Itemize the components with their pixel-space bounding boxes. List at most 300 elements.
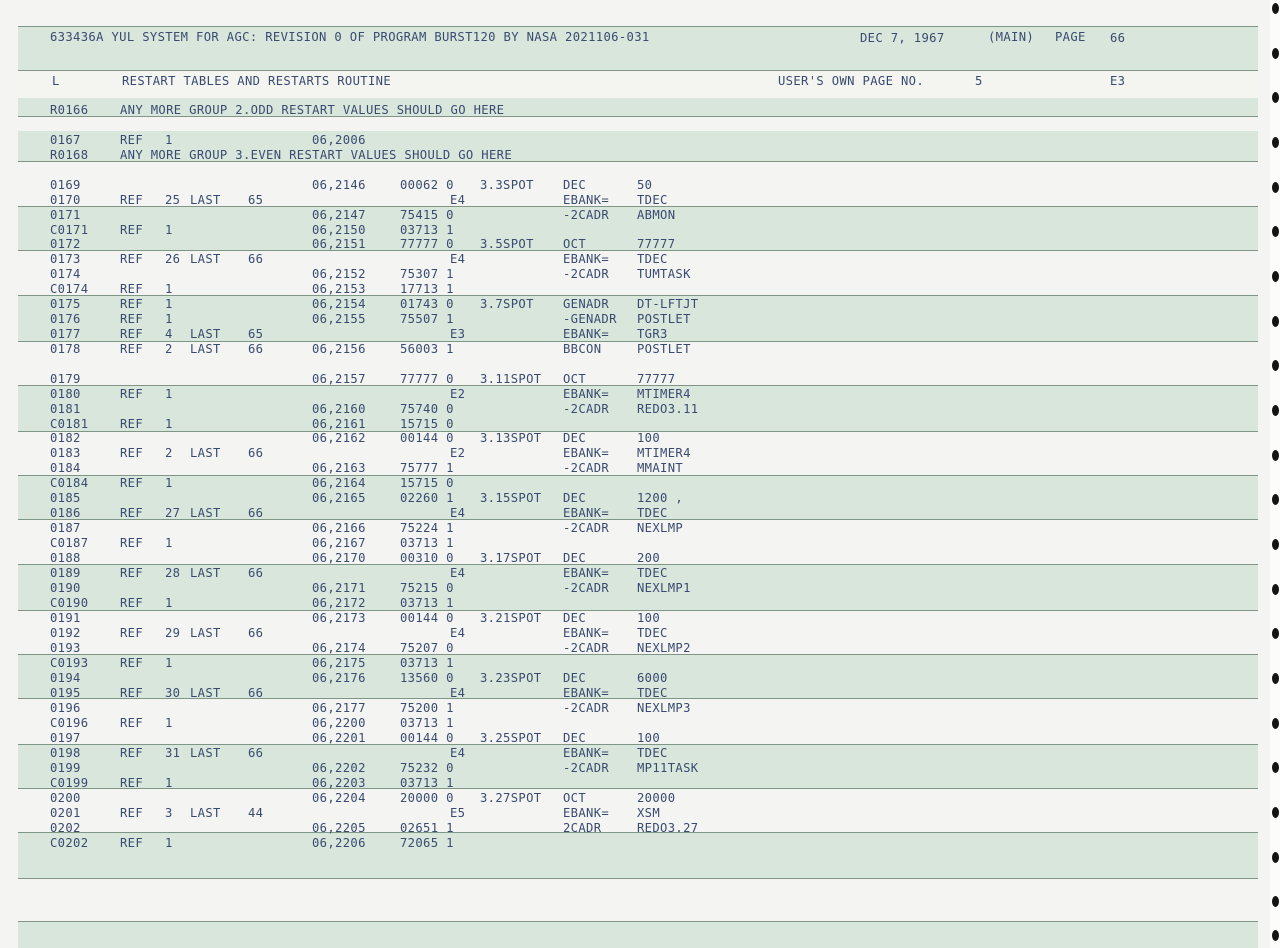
ref-count: 1 — [165, 776, 173, 790]
operand: TDEC — [637, 746, 668, 760]
listing-row — [0, 103, 1258, 118]
line-number: 0167 — [50, 133, 81, 147]
paper-rule — [18, 878, 1258, 879]
ref-count: 1 — [165, 417, 173, 431]
line-number: C0184 — [50, 476, 89, 490]
users-page-label: USER'S OWN PAGE NO. — [778, 74, 925, 88]
comment-text: ANY MORE GROUP 2.ODD RESTART VALUES SHOULD GO HERE — [120, 103, 505, 117]
feed-hole-icon — [1272, 137, 1279, 148]
ref-count: 26 — [165, 252, 181, 266]
ebank-code: E2 — [450, 446, 466, 460]
memory-address: 06,2206 — [312, 836, 366, 850]
line-number: 0179 — [50, 372, 81, 386]
listing-row — [0, 776, 1258, 791]
listing-row — [0, 656, 1258, 671]
last-page: 66 — [248, 446, 264, 460]
operand: NEXLMP1 — [637, 581, 691, 595]
line-number: 0172 — [50, 237, 81, 251]
opcode: OCT — [563, 237, 587, 251]
ref-count: 1 — [165, 312, 173, 326]
memory-address: 06,2146 — [312, 178, 366, 192]
listing-row — [0, 521, 1258, 536]
listing-row — [0, 626, 1258, 641]
listing-row — [0, 297, 1258, 312]
opcode: GENADR — [563, 297, 610, 311]
symbol-label: 3.17SPOT — [480, 551, 542, 565]
octal-word: 03713 1 — [400, 223, 454, 237]
line-number: 0196 — [50, 701, 81, 715]
octal-word: 00144 0 — [400, 731, 454, 745]
ref-count: 28 — [165, 566, 181, 580]
operand: MP11TASK — [637, 761, 699, 775]
ref-marker: REF — [120, 193, 144, 207]
memory-address: 06,2171 — [312, 581, 366, 595]
opcode: EBANK= — [563, 626, 610, 640]
opcode: DEC — [563, 551, 587, 565]
listing-row — [0, 237, 1258, 252]
line-number: 0173 — [50, 252, 81, 266]
memory-address: 06,2172 — [312, 596, 366, 610]
listing-row — [0, 417, 1258, 432]
octal-word: 75207 0 — [400, 641, 454, 655]
feed-hole-icon — [1272, 405, 1279, 416]
ebank-code: E4 — [450, 686, 466, 700]
ref-count: 2 — [165, 342, 173, 356]
feed-hole-icon — [1272, 316, 1279, 327]
feed-hole-icon — [1272, 494, 1279, 505]
ref-count: 1 — [165, 297, 173, 311]
opcode: DEC — [563, 731, 587, 745]
operand: TDEC — [637, 686, 668, 700]
line-number: 0202 — [50, 821, 81, 835]
operand: TDEC — [637, 566, 668, 580]
listing-row — [0, 746, 1258, 761]
operand: NEXLMP2 — [637, 641, 691, 655]
ref-marker: REF — [120, 417, 144, 431]
ref-marker: REF — [120, 836, 144, 850]
memory-address: 06,2152 — [312, 267, 366, 281]
routine-title: RESTART TABLES AND RESTARTS ROUTINE — [122, 74, 392, 88]
opcode: -2CADR — [563, 267, 610, 281]
tractor-feed-strip — [1270, 0, 1280, 948]
ebank-code: E2 — [450, 387, 466, 401]
operand: TUMTASK — [637, 267, 691, 281]
octal-word: 75200 1 — [400, 701, 454, 715]
octal-word: 03713 1 — [400, 596, 454, 610]
line-number: C0171 — [50, 223, 89, 237]
octal-word: 77777 0 — [400, 372, 454, 386]
octal-word: 03713 1 — [400, 776, 454, 790]
feed-hole-icon — [1272, 450, 1279, 461]
octal-word: 15715 0 — [400, 476, 454, 490]
octal-word: 77777 0 — [400, 237, 454, 251]
opcode: -2CADR — [563, 521, 610, 535]
memory-address: 06,2151 — [312, 237, 366, 251]
operand: MTIMER4 — [637, 387, 691, 401]
memory-address: 06,2160 — [312, 402, 366, 416]
ref-count: 1 — [165, 387, 173, 401]
octal-word: 75224 1 — [400, 521, 454, 535]
line-number: 0193 — [50, 641, 81, 655]
memory-address: 06,2175 — [312, 656, 366, 670]
ebank-code: E5 — [450, 806, 466, 820]
octal-word: 00310 0 — [400, 551, 454, 565]
operand: DT-LFTJT — [637, 297, 699, 311]
symbol-label: 3.7SPOT — [480, 297, 534, 311]
octal-word: 00144 0 — [400, 431, 454, 445]
line-number: C0187 — [50, 536, 89, 550]
ref-marker: REF — [120, 297, 144, 311]
feed-hole-icon — [1272, 48, 1279, 59]
operand: TDEC — [637, 506, 668, 520]
listing-row — [0, 701, 1258, 716]
ebank-code: E4 — [450, 626, 466, 640]
listing-row — [0, 551, 1258, 566]
line-number: 0185 — [50, 491, 81, 505]
last-label: LAST — [190, 327, 221, 341]
ref-marker: REF — [120, 252, 144, 266]
operand: 50 — [637, 178, 653, 192]
bank-code: E3 — [1110, 74, 1126, 88]
operand: 100 — [637, 731, 661, 745]
page-label: PAGE — [1055, 30, 1086, 44]
octal-word: 75507 1 — [400, 312, 454, 326]
line-number: 0192 — [50, 626, 81, 640]
ref-marker: REF — [120, 806, 144, 820]
feed-hole-icon — [1272, 930, 1279, 941]
octal-word: 75415 0 — [400, 208, 454, 222]
last-label: LAST — [190, 686, 221, 700]
ebank-code: E4 — [450, 252, 466, 266]
octal-word: 02651 1 — [400, 821, 454, 835]
operand: TGR3 — [637, 327, 668, 341]
opcode: EBANK= — [563, 806, 610, 820]
last-label: LAST — [190, 342, 221, 356]
line-number: 0198 — [50, 746, 81, 760]
memory-address: 06,2174 — [312, 641, 366, 655]
line-number: 0199 — [50, 761, 81, 775]
symbol-label: 3.25SPOT — [480, 731, 542, 745]
listing-row — [0, 806, 1258, 821]
line-number: 0197 — [50, 731, 81, 745]
opcode: EBANK= — [563, 327, 610, 341]
octal-word: 72065 1 — [400, 836, 454, 850]
line-number: 0169 — [50, 178, 81, 192]
last-page: 66 — [248, 746, 264, 760]
operand: TDEC — [637, 193, 668, 207]
last-page: 66 — [248, 506, 264, 520]
feed-hole-icon — [1272, 3, 1279, 14]
last-label: LAST — [190, 746, 221, 760]
feed-hole-icon — [1272, 92, 1279, 103]
operand: 1200 , — [637, 491, 684, 505]
ref-marker: REF — [120, 626, 144, 640]
ref-count: 3 — [165, 806, 173, 820]
memory-address: 06,2170 — [312, 551, 366, 565]
ref-count: 31 — [165, 746, 181, 760]
line-number: 0186 — [50, 506, 81, 520]
listing-row — [0, 387, 1258, 402]
ref-marker: REF — [120, 656, 144, 670]
ebank-code: E3 — [450, 327, 466, 341]
line-number: R0168 — [50, 148, 89, 162]
octal-word: 20000 0 — [400, 791, 454, 805]
last-page: 66 — [248, 686, 264, 700]
line-number: C0199 — [50, 776, 89, 790]
line-number: C0202 — [50, 836, 89, 850]
opcode: -2CADR — [563, 701, 610, 715]
operand: TDEC — [637, 252, 668, 266]
ref-count: 2 — [165, 446, 173, 460]
listing-row — [0, 506, 1258, 521]
memory-address: 06,2156 — [312, 342, 366, 356]
opcode: DEC — [563, 178, 587, 192]
octal-word: 02260 1 — [400, 491, 454, 505]
memory-address: 06,2167 — [312, 536, 366, 550]
opcode: EBANK= — [563, 446, 610, 460]
line-number: 0180 — [50, 387, 81, 401]
feed-hole-icon — [1272, 584, 1279, 595]
line-number: 0176 — [50, 312, 81, 326]
listing-row — [0, 267, 1258, 282]
ref-count: 1 — [165, 282, 173, 296]
symbol-label: 3.5SPOT — [480, 237, 534, 251]
ebank-code: E4 — [450, 566, 466, 580]
listing-row — [0, 402, 1258, 417]
octal-word: 75232 0 — [400, 761, 454, 775]
octal-word: 15715 0 — [400, 417, 454, 431]
ref-marker: REF — [120, 223, 144, 237]
ref-count: 29 — [165, 626, 181, 640]
log-marker: L — [52, 74, 60, 88]
ref-marker: REF — [120, 596, 144, 610]
memory-address: 06,2204 — [312, 791, 366, 805]
listing-row — [0, 327, 1258, 342]
listing-date: DEC 7, 1967 — [860, 31, 945, 45]
feed-hole-icon — [1272, 718, 1279, 729]
listing-row — [0, 208, 1258, 223]
opcode: -2CADR — [563, 402, 610, 416]
ref-marker: REF — [120, 776, 144, 790]
line-number: 0188 — [50, 551, 81, 565]
ref-count: 1 — [165, 656, 173, 670]
opcode: EBANK= — [563, 252, 610, 266]
memory-address: 06,2150 — [312, 223, 366, 237]
line-number: C0193 — [50, 656, 89, 670]
opcode: EBANK= — [563, 566, 610, 580]
line-number: 0201 — [50, 806, 81, 820]
ebank-code: E4 — [450, 506, 466, 520]
paper-rule — [18, 26, 1258, 27]
feed-hole-icon — [1272, 628, 1279, 639]
users-page-number: 5 — [975, 74, 983, 88]
line-number: 0170 — [50, 193, 81, 207]
listing-row — [0, 686, 1258, 701]
listing-row — [0, 461, 1258, 476]
operand: POSTLET — [637, 342, 691, 356]
feed-hole-icon — [1272, 539, 1279, 550]
operand: 20000 — [637, 791, 676, 805]
listing-row — [0, 566, 1258, 581]
last-label: LAST — [190, 506, 221, 520]
memory-address: 06,2165 — [312, 491, 366, 505]
ref-marker: REF — [120, 746, 144, 760]
last-label: LAST — [190, 806, 221, 820]
listing-row — [0, 596, 1258, 611]
opcode: DEC — [563, 431, 587, 445]
opcode: EBANK= — [563, 746, 610, 760]
octal-word: 03713 1 — [400, 536, 454, 550]
opcode: DEC — [563, 671, 587, 685]
line-number: 0181 — [50, 402, 81, 416]
opcode: -2CADR — [563, 581, 610, 595]
operand: POSTLET — [637, 312, 691, 326]
ref-count: 4 — [165, 327, 173, 341]
ref-marker: REF — [120, 133, 144, 147]
listing-row — [0, 731, 1258, 746]
opcode: -2CADR — [563, 208, 610, 222]
ebank-code: E4 — [450, 746, 466, 760]
line-number: 0175 — [50, 297, 81, 311]
opcode: BBCON — [563, 342, 602, 356]
feed-hole-icon — [1272, 807, 1279, 818]
memory-address: 06,2166 — [312, 521, 366, 535]
symbol-label: 3.15SPOT — [480, 491, 542, 505]
line-number: 0189 — [50, 566, 81, 580]
last-label: LAST — [190, 566, 221, 580]
opcode: -GENADR — [563, 312, 617, 326]
feed-hole-icon — [1272, 852, 1279, 863]
last-page: 65 — [248, 193, 264, 207]
line-number: 0190 — [50, 581, 81, 595]
listing-section: (MAIN) — [988, 30, 1035, 44]
operand: 200 — [637, 551, 661, 565]
listing-row — [0, 223, 1258, 238]
paper-rule — [18, 921, 1258, 922]
opcode: EBANK= — [563, 686, 610, 700]
memory-address: 06,2205 — [312, 821, 366, 835]
memory-address: 06,2153 — [312, 282, 366, 296]
listing-row — [0, 536, 1258, 551]
ref-count: 1 — [165, 716, 173, 730]
ref-marker: REF — [120, 686, 144, 700]
operand: 100 — [637, 611, 661, 625]
opcode: 2CADR — [563, 821, 602, 835]
paper-band — [18, 921, 1258, 948]
line-number: 0191 — [50, 611, 81, 625]
listing-row — [0, 836, 1258, 851]
ref-marker: REF — [120, 446, 144, 460]
listing-row — [0, 148, 1258, 163]
operand: 100 — [637, 431, 661, 445]
ref-count: 1 — [165, 596, 173, 610]
ref-marker: REF — [120, 387, 144, 401]
line-number: 0171 — [50, 208, 81, 222]
octal-word: 13560 0 — [400, 671, 454, 685]
listing-row — [0, 282, 1258, 297]
feed-hole-icon — [1272, 226, 1279, 237]
symbol-label: 3.21SPOT — [480, 611, 542, 625]
symbol-label: 3.27SPOT — [480, 791, 542, 805]
listing-row — [0, 761, 1258, 776]
operand: MTIMER4 — [637, 446, 691, 460]
listing-row — [0, 476, 1258, 491]
last-page: 66 — [248, 566, 264, 580]
listing-row — [0, 312, 1258, 327]
line-number: 0184 — [50, 461, 81, 475]
listing-row — [0, 252, 1258, 267]
symbol-label: 3.3SPOT — [480, 178, 534, 192]
opcode: EBANK= — [563, 506, 610, 520]
line-number: 0178 — [50, 342, 81, 356]
opcode: -2CADR — [563, 761, 610, 775]
line-number: 0183 — [50, 446, 81, 460]
last-label: LAST — [190, 252, 221, 266]
ref-marker: REF — [120, 342, 144, 356]
page-number: 66 — [1110, 31, 1126, 45]
memory-address: 06,2200 — [312, 716, 366, 730]
feed-hole-icon — [1272, 182, 1279, 193]
operand: ABMON — [637, 208, 676, 222]
ref-marker: REF — [120, 566, 144, 580]
memory-address: 06,2203 — [312, 776, 366, 790]
opcode: OCT — [563, 372, 587, 386]
symbol-label: 3.23SPOT — [480, 671, 542, 685]
ref-count: 1 — [165, 133, 173, 147]
ref-count: 30 — [165, 686, 181, 700]
opcode: EBANK= — [563, 193, 610, 207]
listing-row — [0, 178, 1258, 193]
line-number: 0200 — [50, 791, 81, 805]
opcode: -2CADR — [563, 641, 610, 655]
memory-address: 06,2177 — [312, 701, 366, 715]
listing-row — [0, 716, 1258, 731]
operand: MMAINT — [637, 461, 684, 475]
operand: REDO3.11 — [637, 402, 699, 416]
line-number: 0195 — [50, 686, 81, 700]
listing-row — [0, 431, 1258, 446]
symbol-label: 3.11SPOT — [480, 372, 542, 386]
last-page: 65 — [248, 327, 264, 341]
line-number: 0177 — [50, 327, 81, 341]
octal-word: 75740 0 — [400, 402, 454, 416]
feed-hole-icon — [1272, 762, 1279, 773]
listing-row — [0, 133, 1258, 148]
feed-hole-icon — [1272, 271, 1279, 282]
symbol-label: 3.13SPOT — [480, 431, 542, 445]
octal-word: 03713 1 — [400, 656, 454, 670]
memory-address: 06,2164 — [312, 476, 366, 490]
line-number: C0181 — [50, 417, 89, 431]
octal-word: 01743 0 — [400, 297, 454, 311]
memory-address: 06,2162 — [312, 431, 366, 445]
ref-marker: REF — [120, 536, 144, 550]
listing-row — [0, 581, 1258, 596]
memory-address: 06,2155 — [312, 312, 366, 326]
opcode: EBANK= — [563, 387, 610, 401]
last-page: 66 — [248, 342, 264, 356]
octal-word: 17713 1 — [400, 282, 454, 296]
operand: NEXLMP — [637, 521, 684, 535]
listing-row — [0, 821, 1258, 836]
memory-address: 06,2176 — [312, 671, 366, 685]
memory-address: 06,2173 — [312, 611, 366, 625]
line-number: C0196 — [50, 716, 89, 730]
ebank-code: E4 — [450, 193, 466, 207]
ref-marker: REF — [120, 476, 144, 490]
opcode: DEC — [563, 491, 587, 505]
listing-row — [0, 791, 1258, 806]
